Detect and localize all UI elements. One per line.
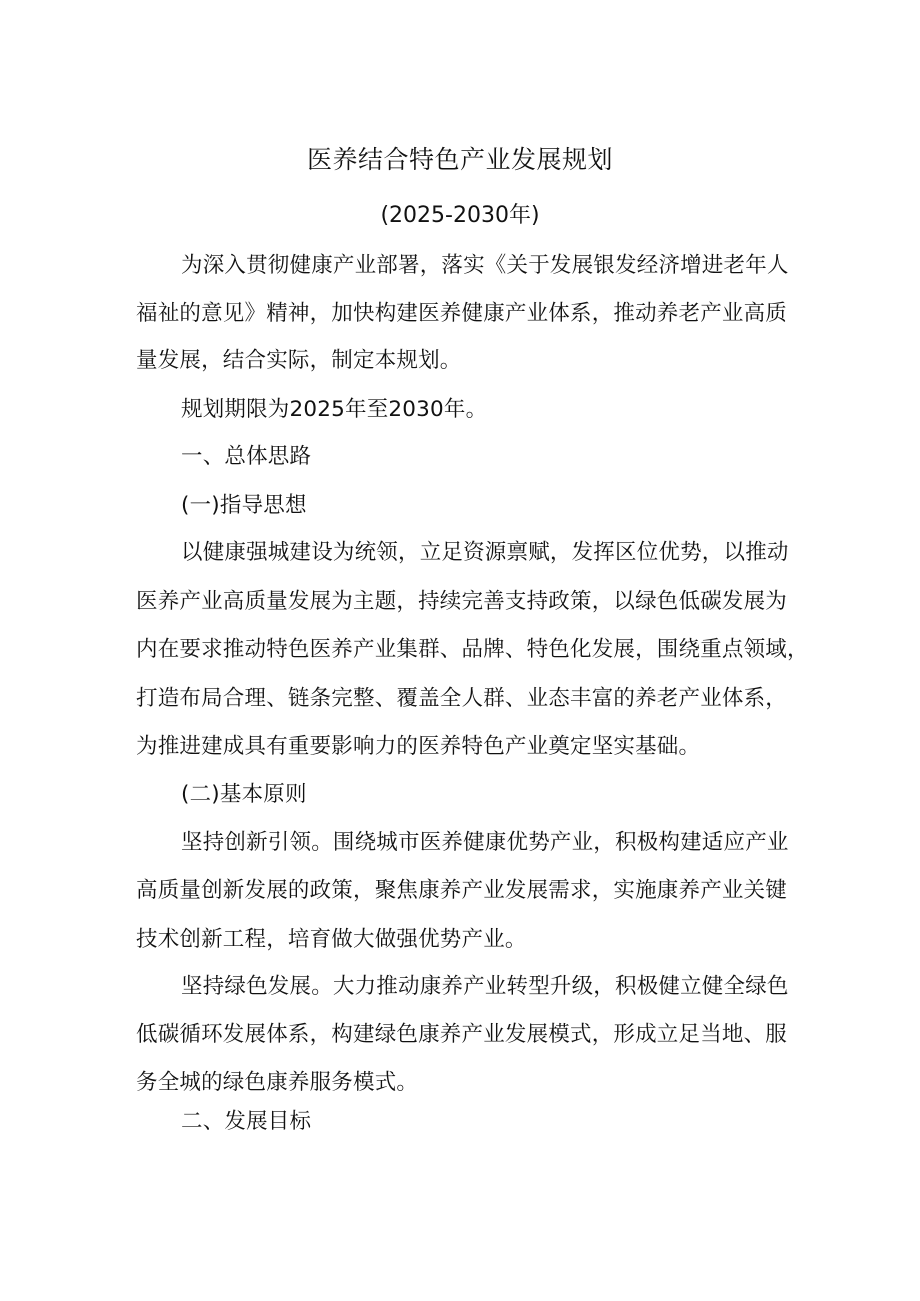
- document-title: 医养结合特色产业发展规划: [306, 145, 613, 174]
- subsection-heading: (一)指导思想: [181, 493, 307, 518]
- paragraph-line: 务全城的绿色康养服务模式。: [136, 1070, 419, 1095]
- section-heading: 一、总体思路: [181, 444, 312, 469]
- paragraph-line: 坚持创新引领。围绕城市医养健康优势产业，积极构建适应产业: [181, 830, 789, 855]
- paragraph-line: 为深入贯彻健康产业部署，落实《关于发展银发经济增进老年人: [181, 253, 789, 278]
- paragraph-line: 为推进建成具有重要影响力的医养特色产业奠定坚实基础。: [136, 734, 701, 759]
- paragraph-line: 以健康强城建设为统领，立足资源禀赋，发挥区位优势，以推动: [181, 540, 789, 565]
- subsection-heading: (二)基本原则: [181, 782, 307, 807]
- paragraph-line: 医养产业高质量发展为主题，持续完善支持政策，以绿色低碳发展为: [136, 589, 788, 614]
- paragraph-line: 规划期限为2025年至2030年。: [181, 397, 488, 422]
- paragraph-line: 高质量创新发展的政策，聚焦康养产业发展需求，实施康养产业关键: [136, 878, 788, 903]
- paragraph-line: 内在要求推动特色医养产业集群、品牌、特色化发展，围绕重点领域，: [136, 637, 809, 662]
- paragraph-line: 打造布局合理、链条完整、覆盖全人群、业态丰富的养老产业体系，: [136, 686, 788, 711]
- paragraph-line: 量发展，结合实际，制定本规划。: [136, 348, 462, 373]
- paragraph-line: 低碳循环发展体系，构建绿色康养产业发展模式，形成立足当地、服: [136, 1022, 788, 1047]
- section-heading: 二、发展目标: [181, 1109, 312, 1134]
- paragraph-line: 福祉的意见》精神，加快构建医养健康产业体系，推动养老产业高质: [136, 301, 788, 326]
- paragraph-line: 技术创新工程，培育做大做强优势产业。: [136, 927, 527, 952]
- document-subtitle: (2025-2030年): [380, 203, 540, 228]
- paragraph-line: 坚持绿色发展。大力推动康养产业转型升级，积极健立健全绿色: [181, 974, 789, 999]
